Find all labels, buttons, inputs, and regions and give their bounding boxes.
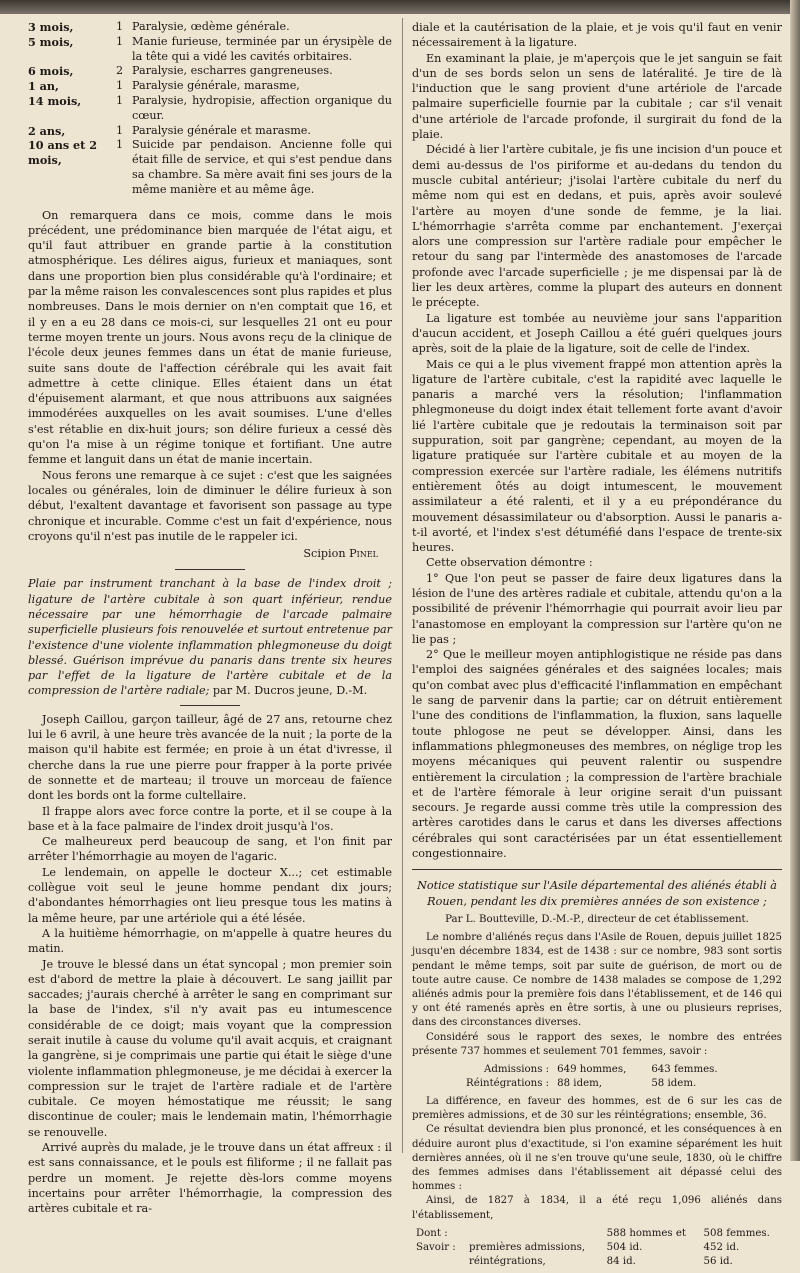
table-row — [412, 1227, 782, 1241]
cell-age: 2 ans, — [28, 123, 66, 138]
table-cell: 58 idem. — [651, 1077, 697, 1089]
cell-age: 3 mois, — [28, 20, 74, 34]
table-cell: Réintégrations : — [466, 1077, 550, 1089]
paragraph: La ligature est tombée au neuvième jour sans l'apparition d'aucun accident, et Joseph Caillou a été guéri quelques jours après, soit de la plaie de la ligature, soit de celle de l'index. — [412, 311, 782, 356]
table-cell — [412, 1255, 465, 1269]
cell-n: 1 — [116, 34, 124, 48]
paragraph: 2° Que le meilleur moyen antiphlogistique ne réside pas dans l'emploi des saignées générales et des saignées locales; mais qu'on combat avec plus d'efficacité l'inflammation en empêchant le sang de parvenir dans la partie; car on détruit entièrement l'une des conditions de l'inflammation, la fluxion, sans laquelle toute phlogose ne peut se développer. Ainsi, dans les inflammations phlegmoneuses des membres, on néglige trop les moyens mécaniques qui peuvent ralentir ou suspendre entièrement la circulation ; la compression de l'artère brachiale et de l'artère fémorale à leur origine serait d'un puissant secours. Je regarde aussi comme très utile la compression des artères carotides dans le carus et dans les diverses affections cérébrales qui sont caractérisées par un état essentiellement congestionnaire. — [412, 648, 782, 861]
table-cell: premières admissions, — [468, 1241, 586, 1253]
table-cell: Dont : — [416, 1227, 448, 1239]
table-cell: 452 id. — [703, 1241, 740, 1253]
admissions-table — [442, 1063, 738, 1091]
table-row — [442, 1077, 738, 1091]
cell-desc: Manie furieuse, terminée par un érysipèle de la tête qui a vidé les cavités orbitaires. — [132, 34, 392, 63]
separator — [412, 869, 782, 870]
table-row — [28, 79, 392, 94]
table-row — [28, 35, 392, 65]
cell-desc: Paralysie, hydropisie, affection organique du cœur. — [132, 93, 392, 122]
paragraph: Ainsi, de 1827 à 1834, il a été reçu 1,096 aliénés dans l'établissement, — [412, 1195, 782, 1221]
article-title: Plaie par instrument tranchant à la base de l'index droit ; ligature de l'artère cubitale à son quart inférieur, rendue nécessaire par une hémorrhagie de l'arcade palmaire superficielle plusieurs fois renouvelée et surtout entretenue par l'existence d'une violente inflammation phlegmoneuse du doigt blessé. Guérison imprévue du panaris dans trente six heures par l'effet de la ligature de l'artère cubitale et de la compression de l'artère radiale; par M. Ducros jeune, D.-M. — [28, 577, 392, 698]
table-row — [412, 1241, 782, 1255]
paragraph: Mais ce qui a le plus vivement frappé mon attention après la ligature de l'artère cubitale, c'est la rapidité avec laquelle le panaris a marché vers la résolution; l'inflammation phlegmoneuse du doigt index était tellement forte avant d'avoir lié l'artère cubitale que je redoutais la terminaison soit par suppuration, soit par gangrène; cependant, au moyen de la ligature pratiquée sur l'artère cubitale et au moyen de la compression exercée sur l'artère radiale, les élémens nutritifs entièrement ôtés au doigt intumescent, le mouvement assimilateur a été ralenti, et il y a eu prépondérance du mouvement désassimilateur ou d'absorption. Aussi le panaris a-t-il avorté, et l'index s'est détuméfié dans l'espace de trente-six heures. — [412, 357, 782, 555]
paragraph: 1° Que l'on peut se passer de faire deux ligatures dans la lésion de l'une des artères radiale et cubitale, attendu qu'on a la possibilité de prévenir l'hémorrhagie qui pourrait avoir lieu par l'anastomose en employant la compression sur l'artère qu'on ne lie pas ; — [412, 571, 782, 646]
column-divider — [402, 18, 403, 1153]
cell-age: 6 mois, — [28, 64, 74, 79]
paragraph: A la huitième hémorrhagie, on m'appelle à quatre heures du matin. — [28, 926, 392, 956]
cell-desc: Paralysie, œdème générale. — [132, 20, 290, 33]
table-cell: Admissions : — [484, 1063, 550, 1075]
paragraph: Considéré sous le rapport des sexes, le nombre des entrées présente 737 hommes et seulement 701 femmes, savoir : — [412, 1031, 782, 1057]
separator — [175, 569, 245, 570]
cell-n: 2 — [116, 64, 124, 78]
table-cell: 588 hommes et — [606, 1227, 686, 1239]
paragraph: Il frappe alors avec force contre la porte, et il se coupe à la base et à la face palmaire de l'index droit jusqu'à l'os. — [28, 804, 392, 833]
cell-n: 1 — [116, 138, 124, 152]
table-cell: 649 hommes, — [557, 1063, 627, 1075]
paragraph: Arrivé auprès du malade, je le trouve dans un état affreux : il est sans connaissance, et le pouls est filiforme ; il ne fallait pas perdre un moment. Je rejette dès-lors comme moyens incertains pour arrêter l'hémorrhagie, la compression des artères cubitale et ra- — [28, 1141, 392, 1216]
paragraph: Je trouve le blessé dans un état syncopal ; mon premier soin est d'abord de mettre la plaie à découvert. Le sang jaillit par saccades; j'aurais cherché à arrêter le sang en comprimant sur la base de l'index, s'il n'y avait pas eu intumescence considérable de ce doigt; mais voyant que la compression serait inutile à cause du volume qu'il avait acquis, et craignant la gangrène, si je comprimais une partie qui était le siège d'une violente inflammation phlegmoneuse, je me décidai à exercer la compression sur le trajet de l'artère radiale et de l'artère cubitale. Ce moyen hémostatique me réussit; le sang discontinue de couler; mais le lendemain matin, l'hémorrhagie se renouvelle. — [28, 957, 392, 1139]
signature: Scipion Pinel — [303, 547, 378, 561]
table-cell: 88 idem, — [557, 1077, 603, 1089]
cell-n: 1 — [116, 123, 124, 137]
table-cell — [465, 1227, 603, 1241]
cell-age: 1 an, — [28, 79, 59, 94]
byline: Par L. Boutteville, D.-M.-P., directeur de cet établissement. — [445, 913, 749, 925]
top-border — [0, 0, 800, 14]
table-row — [28, 94, 392, 124]
paragraph: Ce malheureux perd beaucoup de sang, et l'on finit par arrêter l'hémorrhagie au moyen de l'agaric. — [28, 835, 392, 864]
paragraph: Le nombre d'aliénés reçus dans l'Asile de Rouen, depuis juillet 1825 jusqu'en décembre 1834, est de 1438 : sur ce nombre, 983 sont sortis pendant le même temps, soit par suite de guérison, de mort ou de toute autre cause. Ce nombre de 1438 malades se compose de 1,292 aliénés admis pour la première fois dans l'établissement, et de 146 qui y ont été ramenés après en être sortis, à une ou plusieurs reprises, dans des circonstances diverses. — [412, 932, 782, 1029]
table-cell: 504 id. — [606, 1241, 643, 1253]
cell-age: 5 mois, — [28, 34, 74, 49]
cell-desc: Suicide par pendaison. Ancienne folle qui était fille de service, et qui s'est pendue dans sa chambre. Sa mère avait fini ses jours de la même manière et au même âge. — [132, 138, 392, 196]
paragraph: En examinant la plaie, je m'aperçois que le jet sanguin se fait d'un de ses bords selon un sens de latéralité. Je tire de là l'induction que le sang provient d'une artériole de l'arcade palmaire superficielle fournie par la cubitale ; car s'il venait d'une artériole de l'arcade profonde, il surgirait du fond de la plaie. — [412, 51, 782, 142]
right-column — [412, 20, 782, 1273]
paragraph: Joseph Caillou, garçon tailleur, âgé de 27 ans, retourne chez lui le 6 avril, à une heure très avancée de la nuit ; la porte de la maison qu'il habite est fermée; en proie à un état d'ivresse, il cherche dans la rue une pierre pour frapper à la porte privée de sonnette et de marteau; il trouve un morceau de faïence dont les bords ont la forme cultellaire. — [28, 712, 392, 803]
cell-desc: Paralysie générale, marasme, — [132, 79, 300, 93]
table-row — [28, 64, 392, 79]
table-row — [442, 1063, 738, 1077]
table-row — [28, 20, 392, 35]
page-edge — [790, 0, 800, 1161]
cell-desc: Paralysie, escharres gangreneuses. — [132, 64, 333, 78]
paragraph: Le lendemain, on appelle le docteur X...; cet estimable collègue voit seul le jeune homme pendant dix jours; d'abondantes hémorrhagies ont lieu presque tous les matins à la même heure, par une artériole qui a été lésée. — [28, 865, 392, 925]
paragraph: Ce résultat deviendra bien plus prononcé, et les conséquences à en déduire auront plus d'exactitude, si l'on examine séparément les huit dernières années, où il ne s'en trouve qu'une seule, 1830, où le chiffre des femmes admises dans l'établissement ait dépassé celui des hommes : — [412, 1124, 782, 1193]
cell-age: 14 mois, — [28, 93, 82, 108]
mortality-table — [28, 20, 392, 198]
breakdown-table — [412, 1227, 782, 1269]
cell-n: 1 — [116, 79, 124, 93]
table-cell: réintégrations, — [468, 1255, 546, 1267]
table-cell: 508 femmes. — [703, 1227, 770, 1239]
table-row — [28, 138, 392, 197]
notice-title: Notice statistique sur l'Asile départemental des aliénés établi à Rouen, pendant les dix premières années de son existence ; — [417, 879, 777, 908]
cell-n: 1 — [116, 93, 124, 107]
table-cell: Savoir : — [416, 1241, 456, 1253]
table-cell: 84 id. — [606, 1255, 636, 1267]
paragraph: La différence, en faveur des hommes, est de 6 sur les cas de premières admissions, et de 30 sur les réintégrations; ensemble, 36. — [412, 1095, 782, 1122]
table-cell: 643 femmes. — [651, 1063, 718, 1075]
left-column — [28, 20, 392, 1217]
paragraph: On remarquera dans ce mois, comme dans le mois précédent, une prédominance bien marquée de l'état aigu, et qu'il faut attribuer en grande partie à la constitution atmosphérique. Les délires aigus, furieux et maniaques, sont dans une proportion bien plus considérable qu'à l'ordinaire; et par la même raison les convalescences sont plus rapides et plus nombreuses. Dans le mois dernier on n'en comptait que 16, et il y en a eu 28 dans ce mois-ci, sur lesquelles 21 ont eu pour terme moyen trente un jours. Nous avons reçu de la clinique de l'école deux jeunes femmes dans un état de manie furieuse, suite sans doute de l'affection cérébrale qui les avait fait admettre à cette clinique. Elles étaient dans un état d'épuisement alarmant, et que nous attribuons aux saignées immodérées auxquelles on les avait soumises. L'une d'elles s'est rétablie en dix-huit jours; son délire furieux a cessé dès qu'on l'a mise à un régime tonique et fortifiant. Une autre femme et languit dans un état de manie incertain. — [28, 208, 392, 467]
paragraph: Nous ferons une remarque à ce sujet : c'est que les saignées locales ou générales, loin de diminuer le délire furieux à son début, l'exaltent davantage et favorisent son passage au type chronique et incurable. Comme c'est un fait d'expérience, nous croyons qu'il n'est pas inutile de le rappeler ici. — [28, 468, 392, 543]
table-cell: 56 id. — [703, 1255, 733, 1267]
table-row — [412, 1255, 782, 1269]
paragraph: Cette observation démontre : — [426, 556, 593, 570]
paragraph: Décidé à lier l'artère cubitale, je fis une incision d'un pouce et demi au-dessus de l'os piriforme et au-dedans du tendon du muscle cubital antérieur; j'isolai l'artère cubitale du nerf du même nom qui est en dedans, et puis, après avoir soulevé l'artère au moyen d'une sonde de femme, je la liai. L'hémorrhagie s'arrêta comme par enchantement. J'exerçai alors une compression sur l'artère radiale pour empêcher le retour du sang par l'intermède des anastomoses de l'arcade profonde avec l'arcade superficielle ; je me dispensai par là de lier les deux artères, comme la plupart des auteurs en donnent le précepte. — [412, 143, 782, 310]
paragraph: diale et la cautérisation de la plaie, et je vois qu'il faut en venir nécessairement à la ligature. — [412, 21, 782, 50]
cell-desc: Paralysie générale et marasme. — [132, 123, 311, 137]
separator — [180, 705, 240, 706]
cell-age: 10 ans et 2 mois, — [28, 138, 98, 168]
cell-n: 1 — [116, 20, 124, 33]
table-row — [28, 124, 392, 139]
